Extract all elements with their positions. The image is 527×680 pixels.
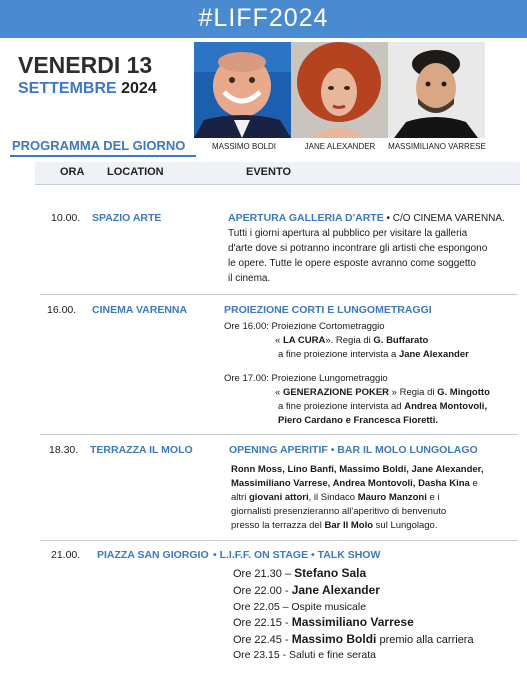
event-2-b2-line4: Piero Cardano e Francesca Fioretti.	[278, 415, 438, 426]
interview-label: a fine proiezione intervista a	[278, 349, 399, 360]
event-3-location: TERRAZZA IL MOLO	[90, 444, 193, 456]
guest-caption-2: JANE ALEXANDER	[304, 142, 376, 151]
event-3-line4: giornalisti presenzieranno all'aperitivo di benvenuto	[231, 506, 447, 517]
date-day: VENERDI 13	[18, 52, 153, 78]
regia-label: ». Regia di	[325, 335, 374, 346]
conj: e	[469, 478, 478, 489]
event-1-desc-4: il cinema.	[228, 273, 271, 284]
schedule-item-2	[233, 582, 380, 599]
text: , il Sindaco	[308, 492, 358, 503]
program-title-underline	[10, 155, 196, 157]
schedule-item-5	[233, 631, 474, 648]
schedule-time: Ore 22.15 -	[233, 617, 292, 629]
mayor-name: Mauro Manzoni	[357, 492, 427, 503]
row-divider	[40, 540, 518, 541]
event-2-b2-line1: Ore 17.00: Proiezione Lungometraggio	[224, 373, 388, 384]
text: e i	[426, 492, 440, 503]
event-2-b1-line3	[278, 348, 469, 362]
event-4-location: PIAZZA SAN GIORGIO	[97, 549, 209, 561]
schedule-item-1	[233, 565, 366, 582]
schedule-guest: Jane Alexander	[291, 583, 380, 597]
schedule-time: Ore 22.00 -	[233, 585, 292, 597]
event-3-time: 18.30.	[49, 444, 79, 456]
schedule-time: Ore 22.45 -	[233, 634, 292, 646]
guest-caption-3: MASSIMILIANO VARRESE	[388, 142, 486, 151]
guest-caption-1: MASSIMO BOLDI	[211, 142, 276, 151]
event-1-desc-3: le opere. Tutte le opere esposte avranno come soggetto	[228, 258, 476, 269]
top-banner	[0, 0, 527, 38]
event-1-time: 10.00.	[51, 212, 81, 224]
row-divider	[40, 434, 518, 435]
director-mingotto: G. Mingotto	[437, 387, 490, 398]
film-title-generazione-poker: GENERAZIONE POKER	[282, 387, 390, 398]
schedule-guest: Massimo Boldi	[291, 632, 377, 646]
event-1-title: APERTURA GALLERIA D'ARTE	[228, 212, 384, 224]
quote-open: «	[275, 387, 283, 398]
event-3-line5	[231, 519, 437, 533]
column-location: LOCATION	[107, 166, 164, 178]
event-3-line1: Ronn Moss, Lino Banfi, Massimo Boldi, Jane Alexander,	[231, 464, 484, 475]
event-4-time: 21.00.	[51, 549, 81, 561]
schedule-item-6: Ore 23.15 - Saluti e fine serata	[233, 649, 376, 661]
event-2-location: CINEMA VARENNA	[92, 304, 188, 316]
column-evento: EVENTO	[246, 166, 292, 178]
schedule-guest: Stefano Sala	[294, 566, 367, 580]
text: altri	[231, 492, 249, 503]
regia-label: » Regia di	[389, 387, 438, 398]
event-1-title-suffix: • C/O CINEMA VARENNA.	[383, 213, 505, 224]
interview-guest: Jane Alexander	[398, 349, 469, 360]
guest-list: Massimiliano Varrese, Andrea Montovoli, Dasha Kina	[231, 478, 470, 489]
event-1-location: SPAZIO ARTE	[92, 212, 162, 224]
festival-hashtag: #LIFF2024	[198, 4, 329, 32]
guest-photo-boldi	[194, 42, 291, 138]
event-2-b2-line3	[278, 400, 487, 414]
interview-label: a fine proiezione intervista ad	[278, 401, 405, 412]
program-title: PROGRAMMA DEL GIORNO	[12, 138, 186, 153]
quote-open: «	[275, 335, 283, 346]
column-ora: ORA	[60, 166, 85, 178]
event-2-time: 16.00.	[47, 304, 77, 316]
event-2-b2-line2	[275, 386, 490, 400]
event-1-desc-1: Tutti i giorni apertura al pubblico per visitare la galleria	[228, 228, 468, 239]
schedule-guest: Massimiliano Varrese	[291, 615, 414, 629]
bar-name: Bar Il Molo	[324, 520, 374, 531]
schedule-note: premio alla carriera	[376, 634, 474, 646]
event-3-line2	[231, 477, 478, 491]
date-month: SETTEMBRE	[18, 80, 117, 97]
text: sul Lungolago.	[373, 520, 438, 531]
event-2-b1-line1: Ore 16.00: Proiezione Cortometraggio	[224, 321, 385, 332]
date-year: 2024	[121, 80, 157, 97]
interview-guests: Andrea Montovoli,	[404, 401, 488, 412]
table-header	[35, 162, 520, 185]
schedule-time: Ore 21.30 –	[233, 568, 295, 580]
event-3-line3	[231, 491, 440, 505]
row-divider	[40, 294, 518, 295]
young-actors: giovani attori	[248, 492, 309, 503]
text: presso la terrazza del	[231, 520, 325, 531]
event-2-b1-line2	[275, 334, 428, 348]
director-buffarato: G. Buffarato	[373, 335, 429, 346]
guest-photo-alexander	[291, 42, 388, 138]
event-3-title: OPENING APERITIF • BAR IL MOLO LUNGOLAGO	[229, 444, 478, 456]
event-1-title-line	[228, 211, 505, 226]
date-month-year	[18, 80, 157, 98]
guest-photo-varrese	[388, 42, 485, 138]
event-1-desc-2: d'arte dove si potranno incontrare gli artisti che espongono	[228, 243, 488, 254]
schedule-item-3: Ore 22.05 – Ospite musicale	[233, 601, 367, 613]
event-4-title: • L.I.F.F. ON STAGE • TALK SHOW	[213, 549, 381, 561]
film-title-la-cura: LA CURA	[282, 335, 326, 346]
schedule-item-4	[233, 614, 414, 631]
event-2-title: PROIEZIONE CORTI E LUNGOMETRAGGI	[224, 304, 432, 316]
